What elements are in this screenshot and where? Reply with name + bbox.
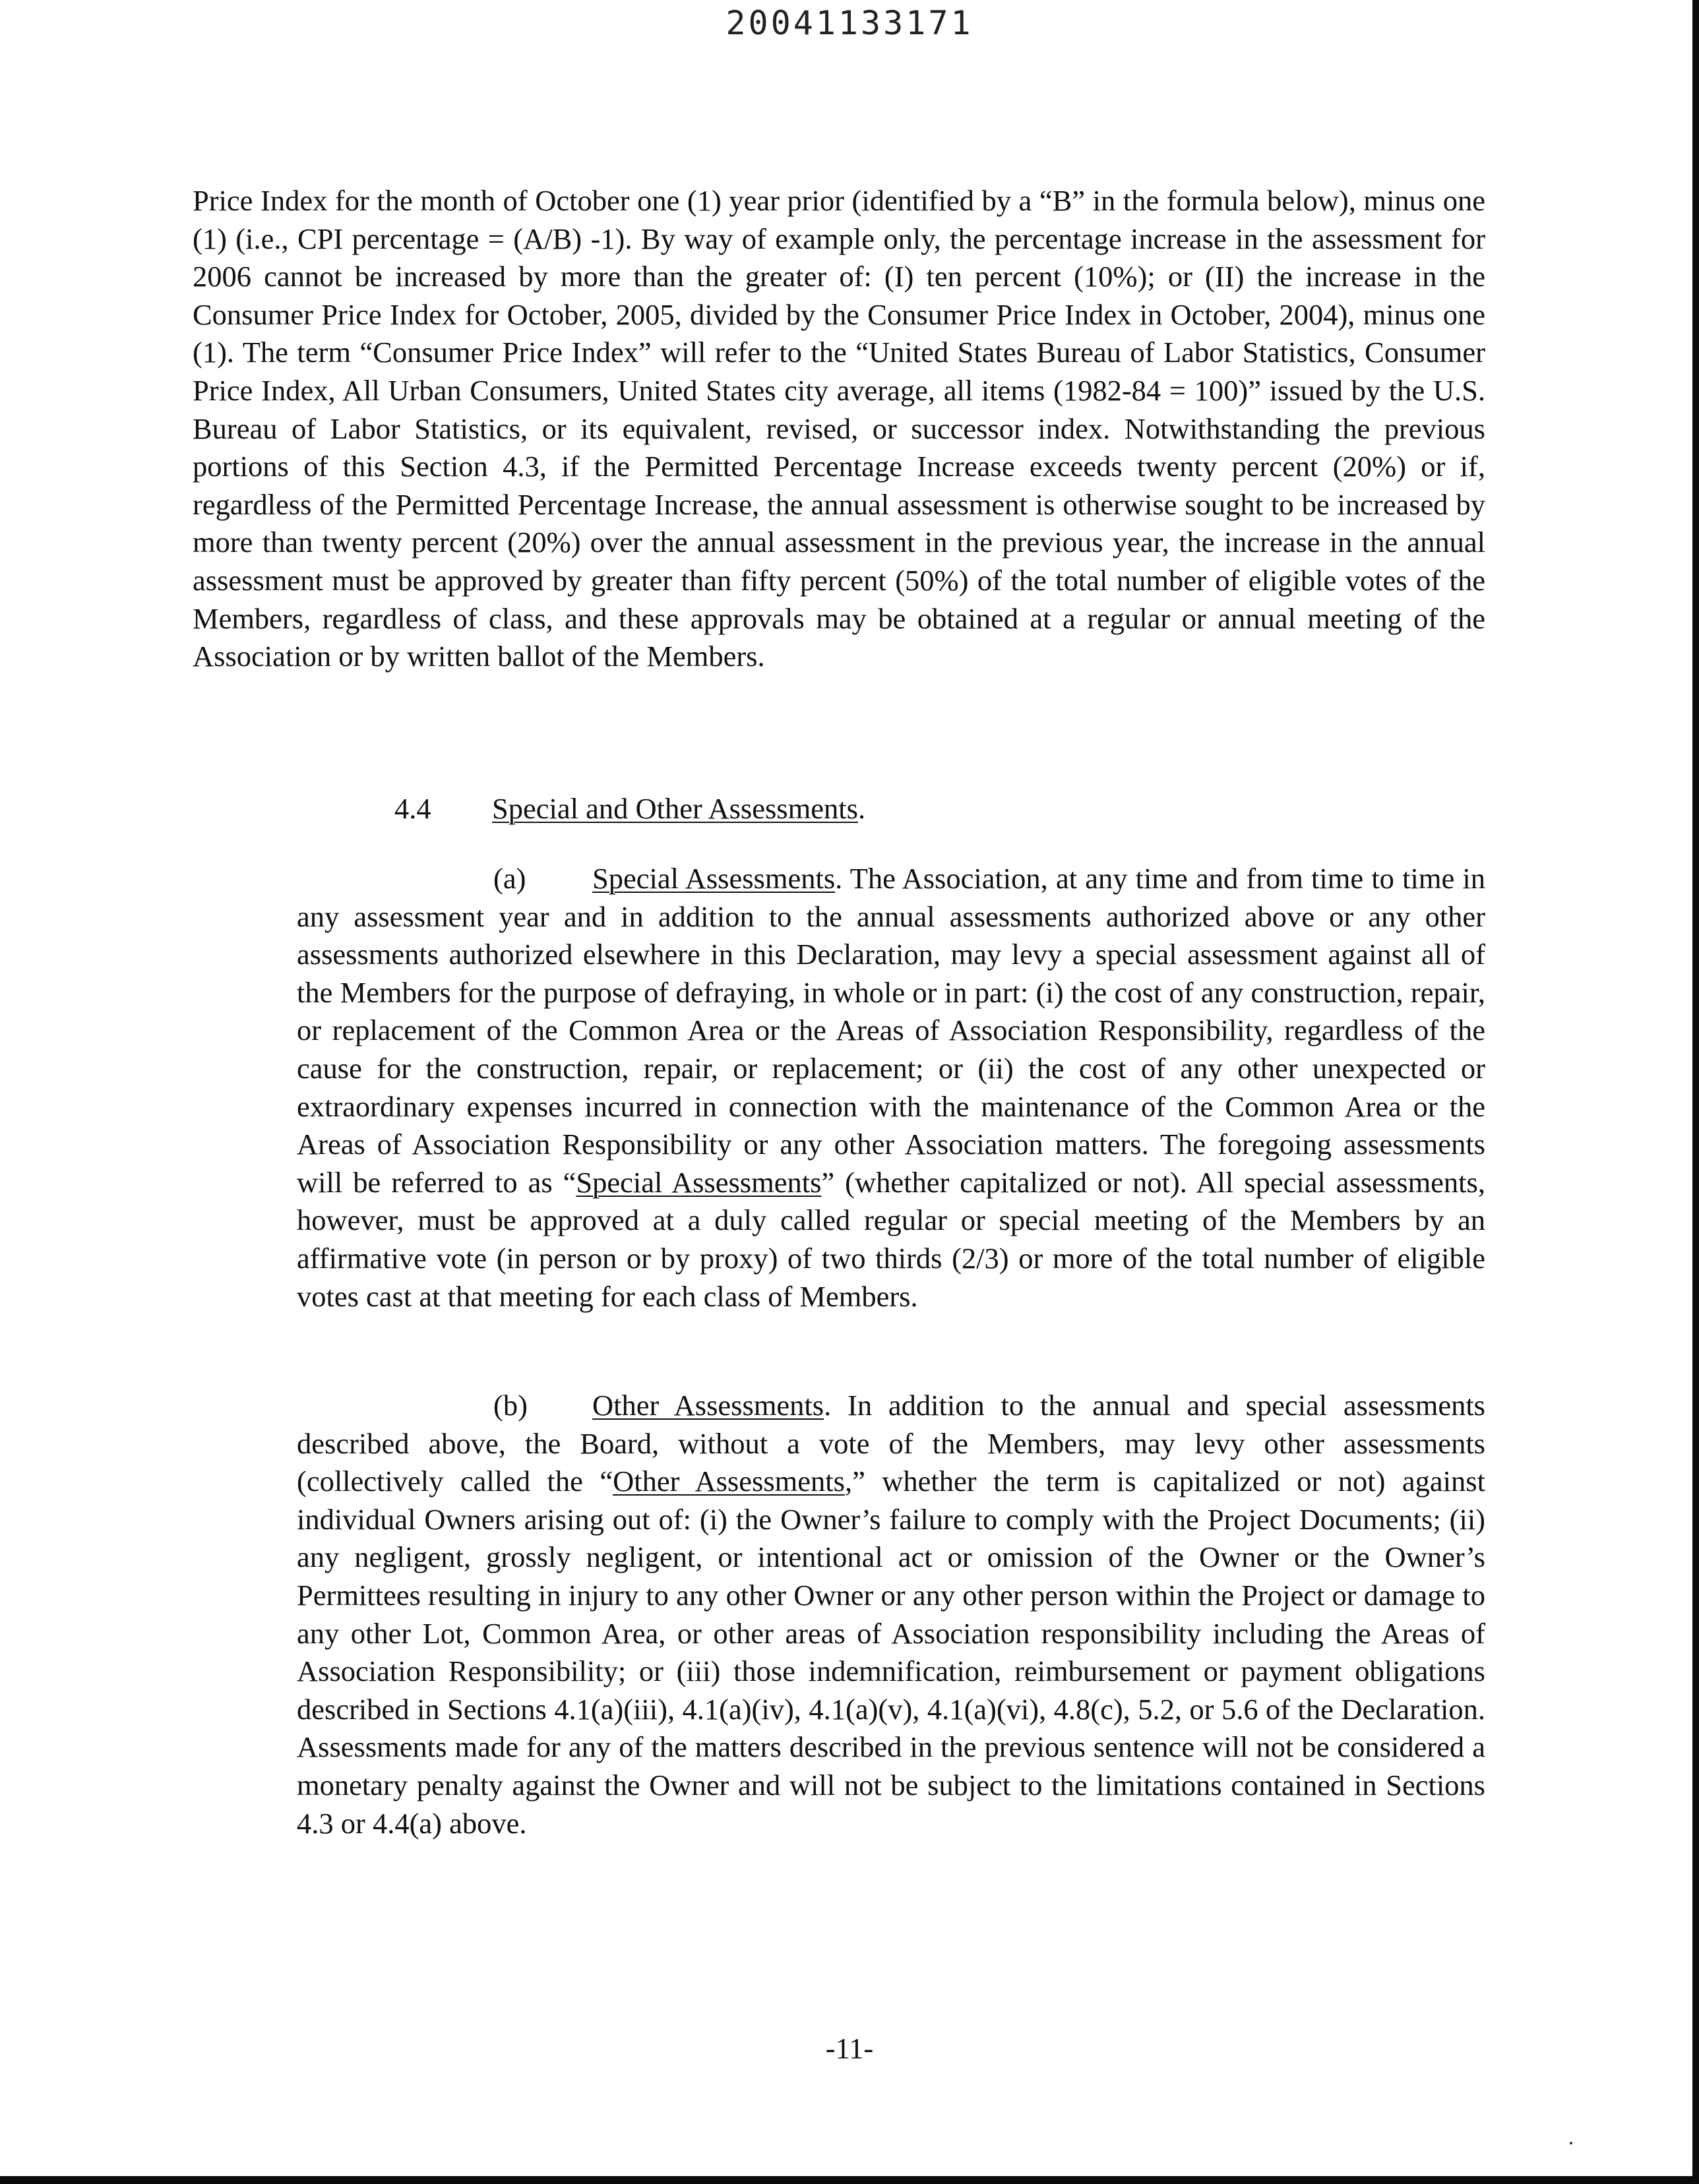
subsection-a-defined-term: Special Assessments	[576, 1165, 822, 1199]
continued-paragraph: Price Index for the month of October one (1) year prior (identified by a “B” in the formula below), minus one (1) (i.e., CPI percentage = (A/B) -1). By way of example only, the percentage increase in the assessment for 2006 cannot be increased by more than the greater of: (I) ten percent (10%); or (II) the increase in the Consumer Price Index for October, 2005, divided by the Consumer Price Index in October, 2004), minus one (1). The term “Consumer Price Index” will refer to the “United States Bureau of Labor Statistics, Consumer Price Index, All Urban Consumers, United States city average, all items (1982-84 = 100)” issued by the U.S. Bureau of Labor Statistics, or its equivalent, revised, or successor index. Notwithstanding the previous portions of this Section 4.3, if the Permitted Percentage Increase exceeds twenty percent (20%) or if, regardless of the Permitted Percentage Increase, the annual assessment is otherwise sought to be increased by more than twenty percent (20%) over the annual assessment in the previous year, the increase in the annual assessment must be approved by greater than fifty percent (50%) of the total number of eligible votes of the Members, regardless of class, and these approvals may be obtained at a regular or annual meeting of the Association or by written ballot of the Members.	[193, 184, 1485, 673]
subsection-a	[297, 860, 1485, 1316]
subsection-b	[297, 1387, 1485, 1842]
subsection-a-heading: Special Assessments	[592, 862, 836, 895]
section-heading	[394, 790, 865, 828]
section-number: 4.4	[394, 792, 431, 825]
subsection-b-heading-period: .	[824, 1389, 832, 1422]
subsection-a-text-1: The Association, at any time and from time to time in any assessment year and in addition to the annual assessments authorized above or any other assessments authorized elsewhere in this Declaration, may levy a special assessment against all of the Members for the purpose of defraying, in whole or in part: (i) the cost of any construction, repair, or replacement of the Common Area or the Areas of Association Responsibility, regardless of the cause for the construction, repair, or replacement; or (ii) the cost of any other unexpected or extraordinary expenses incurred in connection with the maintenance of the Common Area or the Areas of Association Responsibility or any other Association matters. The foregoing assessments will be referred to as “	[297, 862, 1485, 1199]
subsection-b-heading: Other Assessments	[592, 1389, 824, 1422]
subsection-a-label: (a)	[493, 862, 526, 895]
page-number: -11-	[825, 2032, 874, 2065]
subsection-a-text-2: ” (whether capitalized or not). All special assessments, however, must be approved at a duly called regular or special meeting of the Members by an affirmative vote (in person or by proxy) of two thirds (2/3) or more of the total number of eligible votes cast at that meeting for each class of Members.	[297, 1165, 1485, 1313]
subsection-b-text-2: ,” whether the term is capitalized or not) against individual Owners arising out of: (i) the Owner’s failure to comply with the Project Documents; (ii) any negligent, grossly negligent, or intentional act or omission of the Owner or the Owner’s Permittees resulting in injury to any other Owner or any other person within the Project or damage to any other Lot, Common Area, or other areas of Association responsibility including the Areas of Association Responsibility; or (iii) those indemnification, reimbursement or payment obligations described in Sections 4.1(a)(iii), 4.1(a)(iv), 4.1(a)(v), 4.1(a)(vi), 4.8(c), 5.2, or 5.6 of the Declaration. Assessments made for any of the matters described in the previous sentence will not be considered a monetary penalty against the Owner and will not be subject to the limitations contained in Sections 4.3 or 4.4(a) above.	[297, 1465, 1485, 1840]
section-title-period: .	[857, 792, 866, 825]
subsection-b-label: (b)	[493, 1389, 528, 1422]
document-number: 20041133171	[726, 4, 973, 42]
subsection-a-heading-period: .	[835, 862, 843, 895]
scan-speck	[1570, 2142, 1572, 2144]
section-title: Special and Other Assessments	[492, 792, 858, 825]
subsection-b-text-1: In addition to the annual and special assessments described above, the Board, without a vote of the Members, may levy other assessments (collectively called the “	[297, 1389, 1485, 1498]
subsection-b-defined-term: Other Assessments	[613, 1465, 845, 1498]
